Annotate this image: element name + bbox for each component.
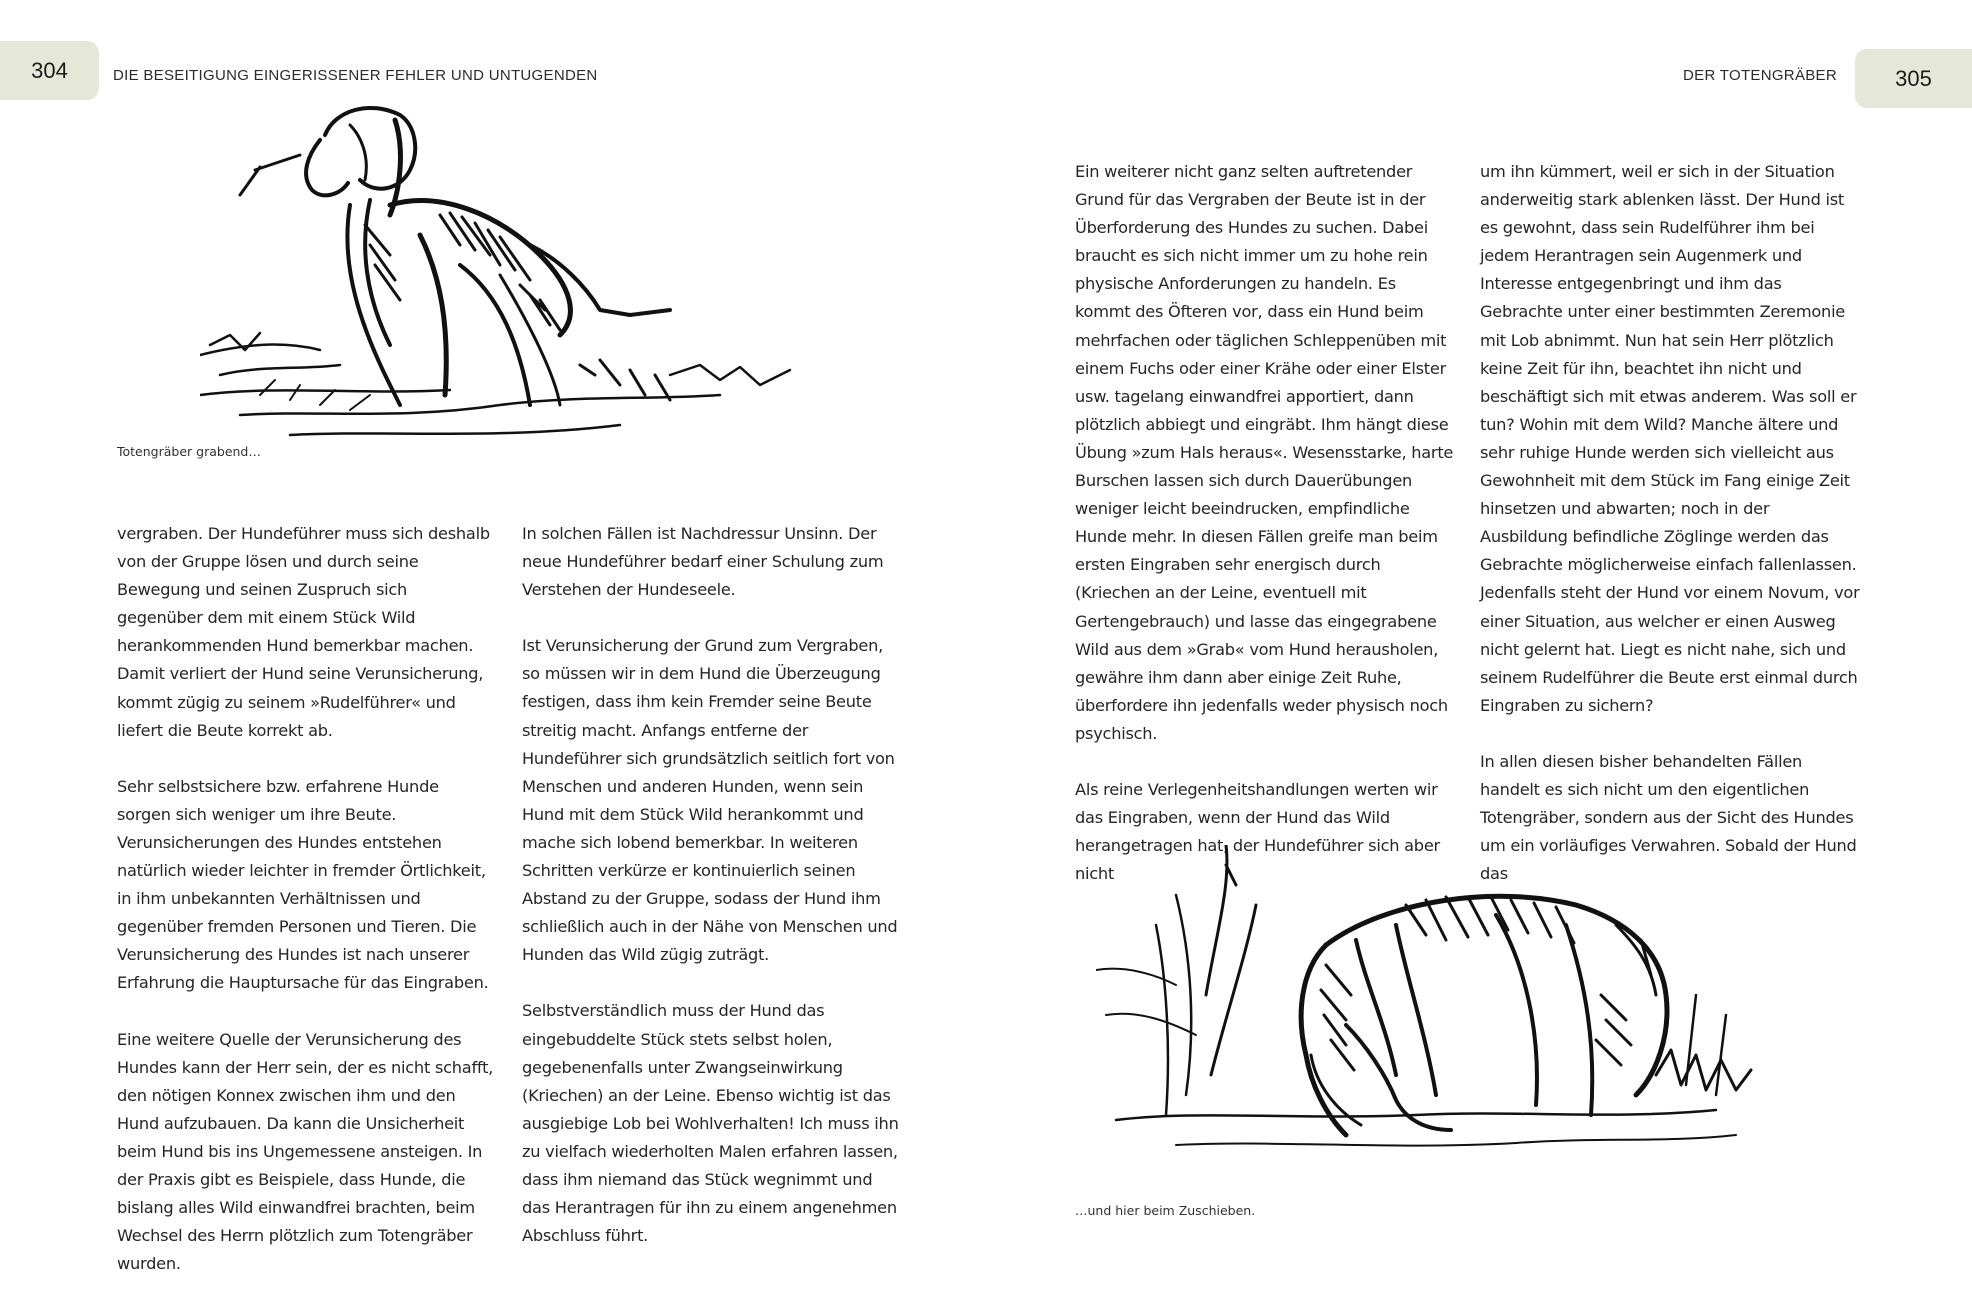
- figure-caption-left: Totengräber grabend…: [117, 444, 261, 459]
- paragraph: Eine weitere Quelle der Verunsicherung des Hundes kann der Herr sein, der es nicht schafft, den nötigen Konnex zwischen ihm und den Hund aufzubauen. Da kann die Unsicherheit beim Hund bis ins Ungemessene ansteigen. In der Praxis gibt es Beispiele, dass Hunde, die bislang alles Wild einwandfrei brachten, beim Wechsel des Herrn plötzlich zum Totengräber wurden.: [117, 1029, 494, 1274]
- left-column-2: [522, 520, 902, 1278]
- paragraph: Ein weiterer nicht ganz selten auftretender Grund für das Vergraben der Beute ist in der Überforderung des Hundes zu suchen. Dabei braucht es sich nicht immer um zu hohe rein physische Anforderungen zu handeln. Es kommt des Öfteren vor, dass ein Hund beim mehrfachen oder täglichen Schleppenüben mit einem Fuchs oder einer Krähe oder einer Elster usw. tagelang einwandfrei apportiert, dann plötzlich abbiegt und eingräbt. Ihm hängt diese Übung »zum Hals heraus«. Wesensstarke, harte Burschen lassen sich durch Dauerübungen weniger leicht beeindrucken, empfindliche Hunde mehr. In diesen Fällen greife man beim ersten Eingraben sehr energisch durch (Kriechen an der Leine, eventuell mit Gertengebrauch) und lasse das eingegrabene Wild aus dem »Grab« vom Hund herausholen, gewähre ihm dann aber einige Zeit Ruhe, überfordere ihn jedenfalls weder physisch noch psychisch.: [1075, 162, 1454, 743]
- running-head-right: DER TOTENGRÄBER: [1683, 67, 1837, 84]
- paragraph: Sehr selbstsichere bzw. erfahrene Hunde sorgen sich weniger um ihre Beute. Verunsicherungen des Hundes entstehen natürlich wieder leichter in fremder Örtlichkeit, in ihm unbekannten Verhältnissen und gegenüber fremden Personen und Tieren. Die Verunsicherung des Hundes ist nach unserer Erfahrung die Hauptursache für das Eingraben.: [117, 776, 489, 993]
- paragraph: vergraben. Der Hundeführer muss sich deshalb von der Gruppe lösen und durch seine Bewegung und seinen Zuspruch sich gegenüber dem mit einem Stück Wild herankommenden Hund bemerkbar machen. Damit verliert der Hund seine Verunsicherung, kommt zügig zu seinem »Rudelführer« und liefert die Beute korrekt ab.: [117, 524, 490, 740]
- paragraph: In solchen Fällen ist Nachdressur Unsinn. Der neue Hundeführer bedarf einer Schulung zum Verstehen der Hundeseele.: [522, 524, 884, 600]
- left-page: [0, 0, 986, 1299]
- running-head-left: DIE BESEITIGUNG EINGERISSENER FEHLER UND UNTUGENDEN: [113, 67, 598, 84]
- dog-digging-illustration: [200, 95, 800, 455]
- page-number-right: 305: [1855, 49, 1972, 108]
- paragraph: Selbstverständlich muss der Hund das eingebuddelte Stück stets selbst holen, gegebenenfalls unter Zwangseinwirkung (Kriechen) an der Leine. Ebenso wichtig ist das ausgiebige Lob bei Wohlverhalten! Ich muss ihn zu vielfach wiederholten Malen erfahren lassen, dass ihm niemand das Stück wegnimmt und das Herantragen für ihn zu einem angenehmen Abschluss führt.: [522, 1001, 899, 1246]
- left-column-1: [117, 520, 497, 1306]
- paragraph: Als reine Verlegenheitshandlungen werten wir das Eingraben, wenn der Hund das Wild herangetragen hat, der Hundeführer sich aber nicht: [1075, 779, 1440, 884]
- page-number-left: 304: [0, 41, 99, 100]
- paragraph: um ihn kümmert, weil er sich in der Situation anderweitig stark ablenken lässt. Der Hund ist es gewohnt, dass sein Rudelführer ihm bei jedem Herantragen sein Augenmerk und Interesse entgegenbringt und ihm das Gebrachte unter einer bestimmten Zeremonie mit Lob abnimmt. Nun hat sein Herr plötzlich keine Zeit für ihn, beachtet ihn nicht und beschäftigt sich mit etwas anderem. Was soll er tun? Wohin mit dem Wild? Manche ältere und sehr ruhige Hunde werden sich vielleicht aus Gewohnheit mit dem Stück im Fang einige Zeit hinsetzen und abwarten; noch in der Ausbildung befindliche Zöglinge werden das Gebrachte möglicherweise einfach fallenlassen. Jedenfalls steht der Hund vor einem Novum, vor einer Situation, aus welcher er einen Ausweg nicht gelernt hat. Liegt es nicht nahe, sich und seinem Rudelführer die Beute erst einmal durch Eingraben zu sichern?: [1480, 162, 1860, 715]
- paragraph: In allen diesen bisher behandelten Fällen handelt es sich nicht um den eigentlichen Totengräber, sondern aus der Sicht des Hundes um ein vorläufiges Verwahren. Sobald der Hund das: [1480, 751, 1857, 884]
- dog-burying-illustration: [1096, 845, 1776, 1195]
- right-column-1: [1075, 158, 1455, 916]
- right-page: [986, 0, 1972, 1299]
- right-column-2: [1480, 158, 1860, 916]
- figure-caption-right: …und hier beim Zuschieben.: [1075, 1203, 1256, 1218]
- paragraph: Ist Verunsicherung der Grund zum Vergraben, so müssen wir in dem Hund die Überzeugung festigen, dass ihm kein Fremder seine Beute streitig macht. Anfangs entferne der Hundeführer sich grundsätzlich seitlich fort von Menschen und anderen Hunden, wenn sein Hund mit dem Stück Wild herankommt und mache sich lobend bemerkbar. In weiteren Schritten verkürze er kontinuierlich seinen Abstand zu der Gruppe, sodass der Hund ihm schließlich auch in der Nähe von Menschen und Hunden das Wild zügig zuträgt.: [522, 636, 898, 965]
